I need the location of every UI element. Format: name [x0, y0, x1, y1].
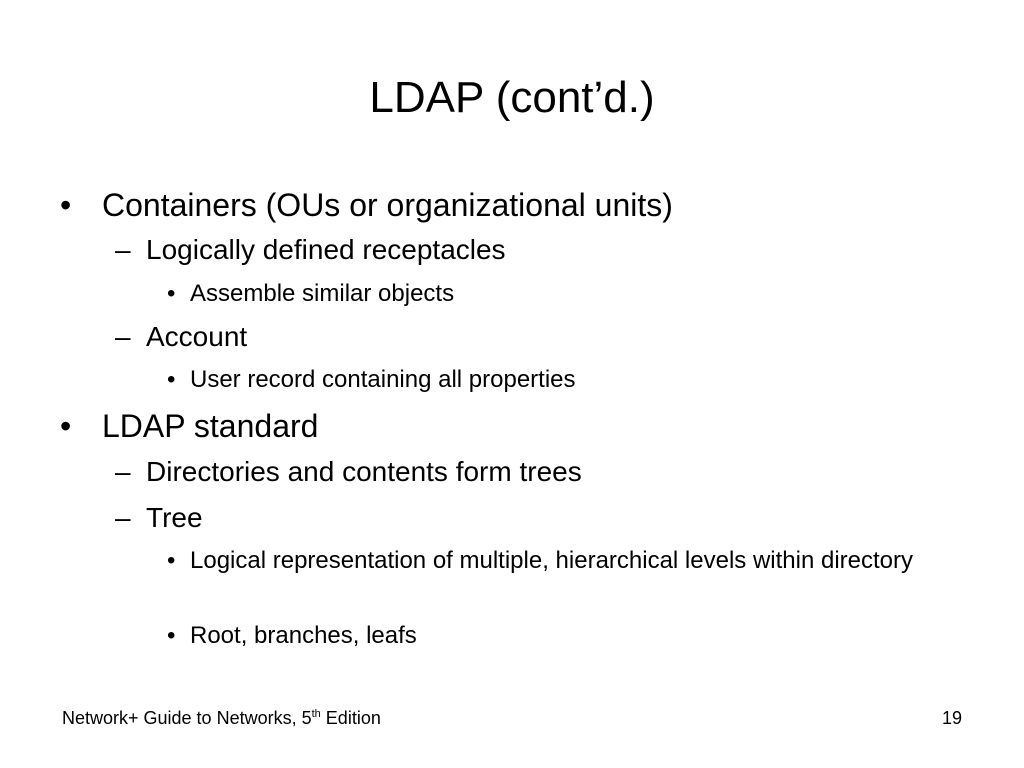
bullet-marker: • [167, 622, 176, 649]
bullet-marker: • [167, 280, 176, 307]
bullet-text: Logically defined receptacles [146, 234, 506, 265]
bullet-text: Directories and contents form trees [146, 456, 582, 487]
bullet-marker: • [60, 408, 72, 444]
slide-title: LDAP (cont’d.) [369, 73, 655, 122]
dash-marker: – [115, 321, 131, 352]
bullet-text: User record containing all properties [190, 366, 576, 393]
bullet-text: LDAP standard [102, 408, 319, 444]
dash-marker: – [115, 502, 131, 533]
bullet-text: Assemble similar objects [190, 280, 455, 307]
dash-marker: – [115, 456, 131, 487]
footer-book-title [62, 706, 381, 730]
bullet-text: Root, branches, leafs [190, 622, 417, 649]
sub-sub-bullet-assemble [167, 278, 454, 310]
dash-marker: – [115, 234, 131, 265]
sub-sub-bullet-user-record [167, 364, 576, 396]
footer-book-prefix: Network+ Guide to Networks, 5 [62, 708, 312, 728]
sub-bullet-tree [115, 501, 203, 535]
bullet-marker: • [167, 366, 176, 393]
sub-bullet-logically-defined [115, 233, 506, 267]
bullet-text: Account [146, 321, 248, 352]
bullet-ldap-standard [60, 407, 318, 445]
sub-bullet-account [115, 320, 247, 354]
footer-superscript: th [311, 708, 321, 720]
bullet-text: Tree [146, 502, 203, 533]
footer-book-suffix: Edition [320, 708, 381, 728]
sub-sub-bullet-logical-representation [167, 545, 930, 577]
bullet-marker: • [60, 187, 72, 223]
bullet-marker: • [167, 547, 176, 574]
bullet-containers [60, 186, 673, 224]
bullet-text: Containers (OUs or organizational units) [102, 187, 673, 223]
page-number: 19 [941, 708, 962, 728]
bullet-text: Logical representation of multiple, hierarchical levels within directory [190, 547, 914, 574]
sub-sub-bullet-root-branches [167, 620, 417, 652]
sub-bullet-directories [115, 455, 582, 489]
